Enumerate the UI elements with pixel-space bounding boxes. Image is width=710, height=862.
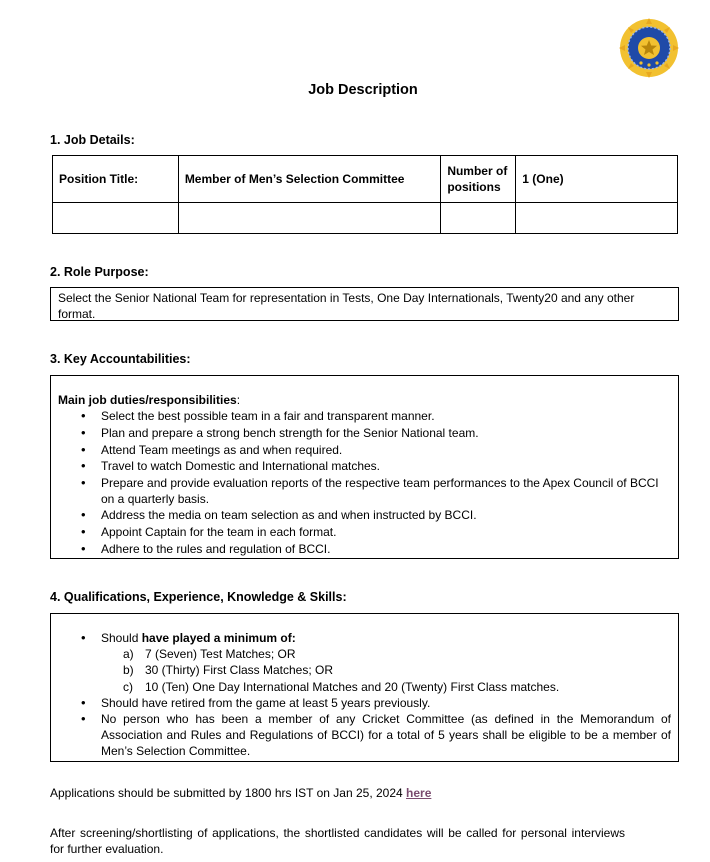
- sublist-item: [101, 646, 671, 662]
- positions-value: 1 (One): [516, 156, 678, 203]
- qualification-prefix: Should: [101, 631, 142, 645]
- list-item: • Attend Team meetings as and when required.: [58, 442, 671, 459]
- empty-cell: [441, 203, 516, 234]
- sublist-text: 7 (Seven) Test Matches; OR: [145, 647, 296, 662]
- duties-box: [50, 375, 679, 559]
- position-title-value: Member of Men’s Selection Committee: [178, 156, 441, 203]
- sublist-item: [101, 662, 671, 678]
- list-item: • Travel to watch Domestic and International matches.: [58, 458, 671, 475]
- list-item: • No person who has been a member of any Cricket Committee (as defined in the Memorandum of Association and Rules and Regulations of BCCI) for a total of 5 years shall be eligible to be a member of Men’s Selection Committee.: [58, 711, 671, 760]
- duties-subheading: Main job duties/responsibilities: [58, 393, 237, 407]
- list-item: • Appoint Captain for the team in each format.: [58, 524, 671, 541]
- list-item: • Select the best possible team in a fair and transparent manner.: [58, 408, 671, 425]
- matches-sublist: [101, 646, 671, 695]
- role-purpose-text: Select the Senior National Team for representation in Tests, One Day Internationals, Twenty20 and any other format.: [58, 291, 635, 321]
- applications-text: Applications should be submitted by 1800 hrs IST on Jan 25, 2024: [50, 786, 407, 800]
- applications-note: [50, 785, 670, 801]
- role-purpose-box: [50, 287, 679, 321]
- list-item: • Prepare and provide evaluation reports of the respective team performances to the Apex Council of BCCI on a quarterly basis.: [58, 475, 671, 507]
- position-title-label: Position Title:: [53, 156, 179, 203]
- empty-cell: [516, 203, 678, 234]
- sublist-marker: a): [123, 647, 134, 662]
- screening-note: After screening/shortlisting of applications, the shortlisted candidates will be called for personal interviews for further evaluation.: [50, 826, 625, 856]
- sublist-marker: c): [123, 679, 133, 694]
- qualifications-box: [50, 613, 679, 762]
- job-details-table: [52, 155, 678, 234]
- application-link[interactable]: here: [406, 786, 432, 800]
- section-heading-job-details: 1. Job Details:: [50, 133, 135, 147]
- qualification-bold: have played a minimum of:: [141, 631, 296, 645]
- list-item: • Plan and prepare a strong bench strength for the Senior National team.: [58, 425, 671, 442]
- list-item: • Adhere to the rules and regulation of BCCI.: [58, 541, 671, 558]
- section-heading-role-purpose: 2. Role Purpose:: [50, 265, 149, 279]
- list-item: [58, 630, 671, 695]
- duties-list: [58, 408, 671, 558]
- section-heading-qualifications: 4. Qualifications, Experience, Knowledge & Skills:: [50, 590, 347, 604]
- positions-label: Number of positions: [441, 156, 516, 203]
- sublist-text: 10 (Ten) One Day International Matches and 20 (Twenty) First Class matches.: [145, 679, 560, 694]
- list-item: • Address the media on team selection as and when instructed by BCCI.: [58, 507, 671, 524]
- table-row: [53, 156, 678, 203]
- page-title: Job Description: [308, 82, 418, 98]
- table-row: [53, 203, 678, 234]
- empty-cell: [53, 203, 179, 234]
- sublist-text: 30 (Thirty) First Class Matches; OR: [145, 663, 334, 678]
- sublist-marker: b): [123, 663, 134, 678]
- empty-cell: [178, 203, 441, 234]
- duties-subheading-colon: :: [236, 393, 241, 407]
- sublist-item: [101, 679, 671, 695]
- list-item: • Should have retired from the game at least 5 years previously.: [58, 695, 671, 711]
- qualifications-list: [58, 630, 671, 760]
- bcci-logo-icon: [619, 18, 679, 78]
- section-heading-key-accountabilities: 3. Key Accountabilities:: [50, 352, 191, 366]
